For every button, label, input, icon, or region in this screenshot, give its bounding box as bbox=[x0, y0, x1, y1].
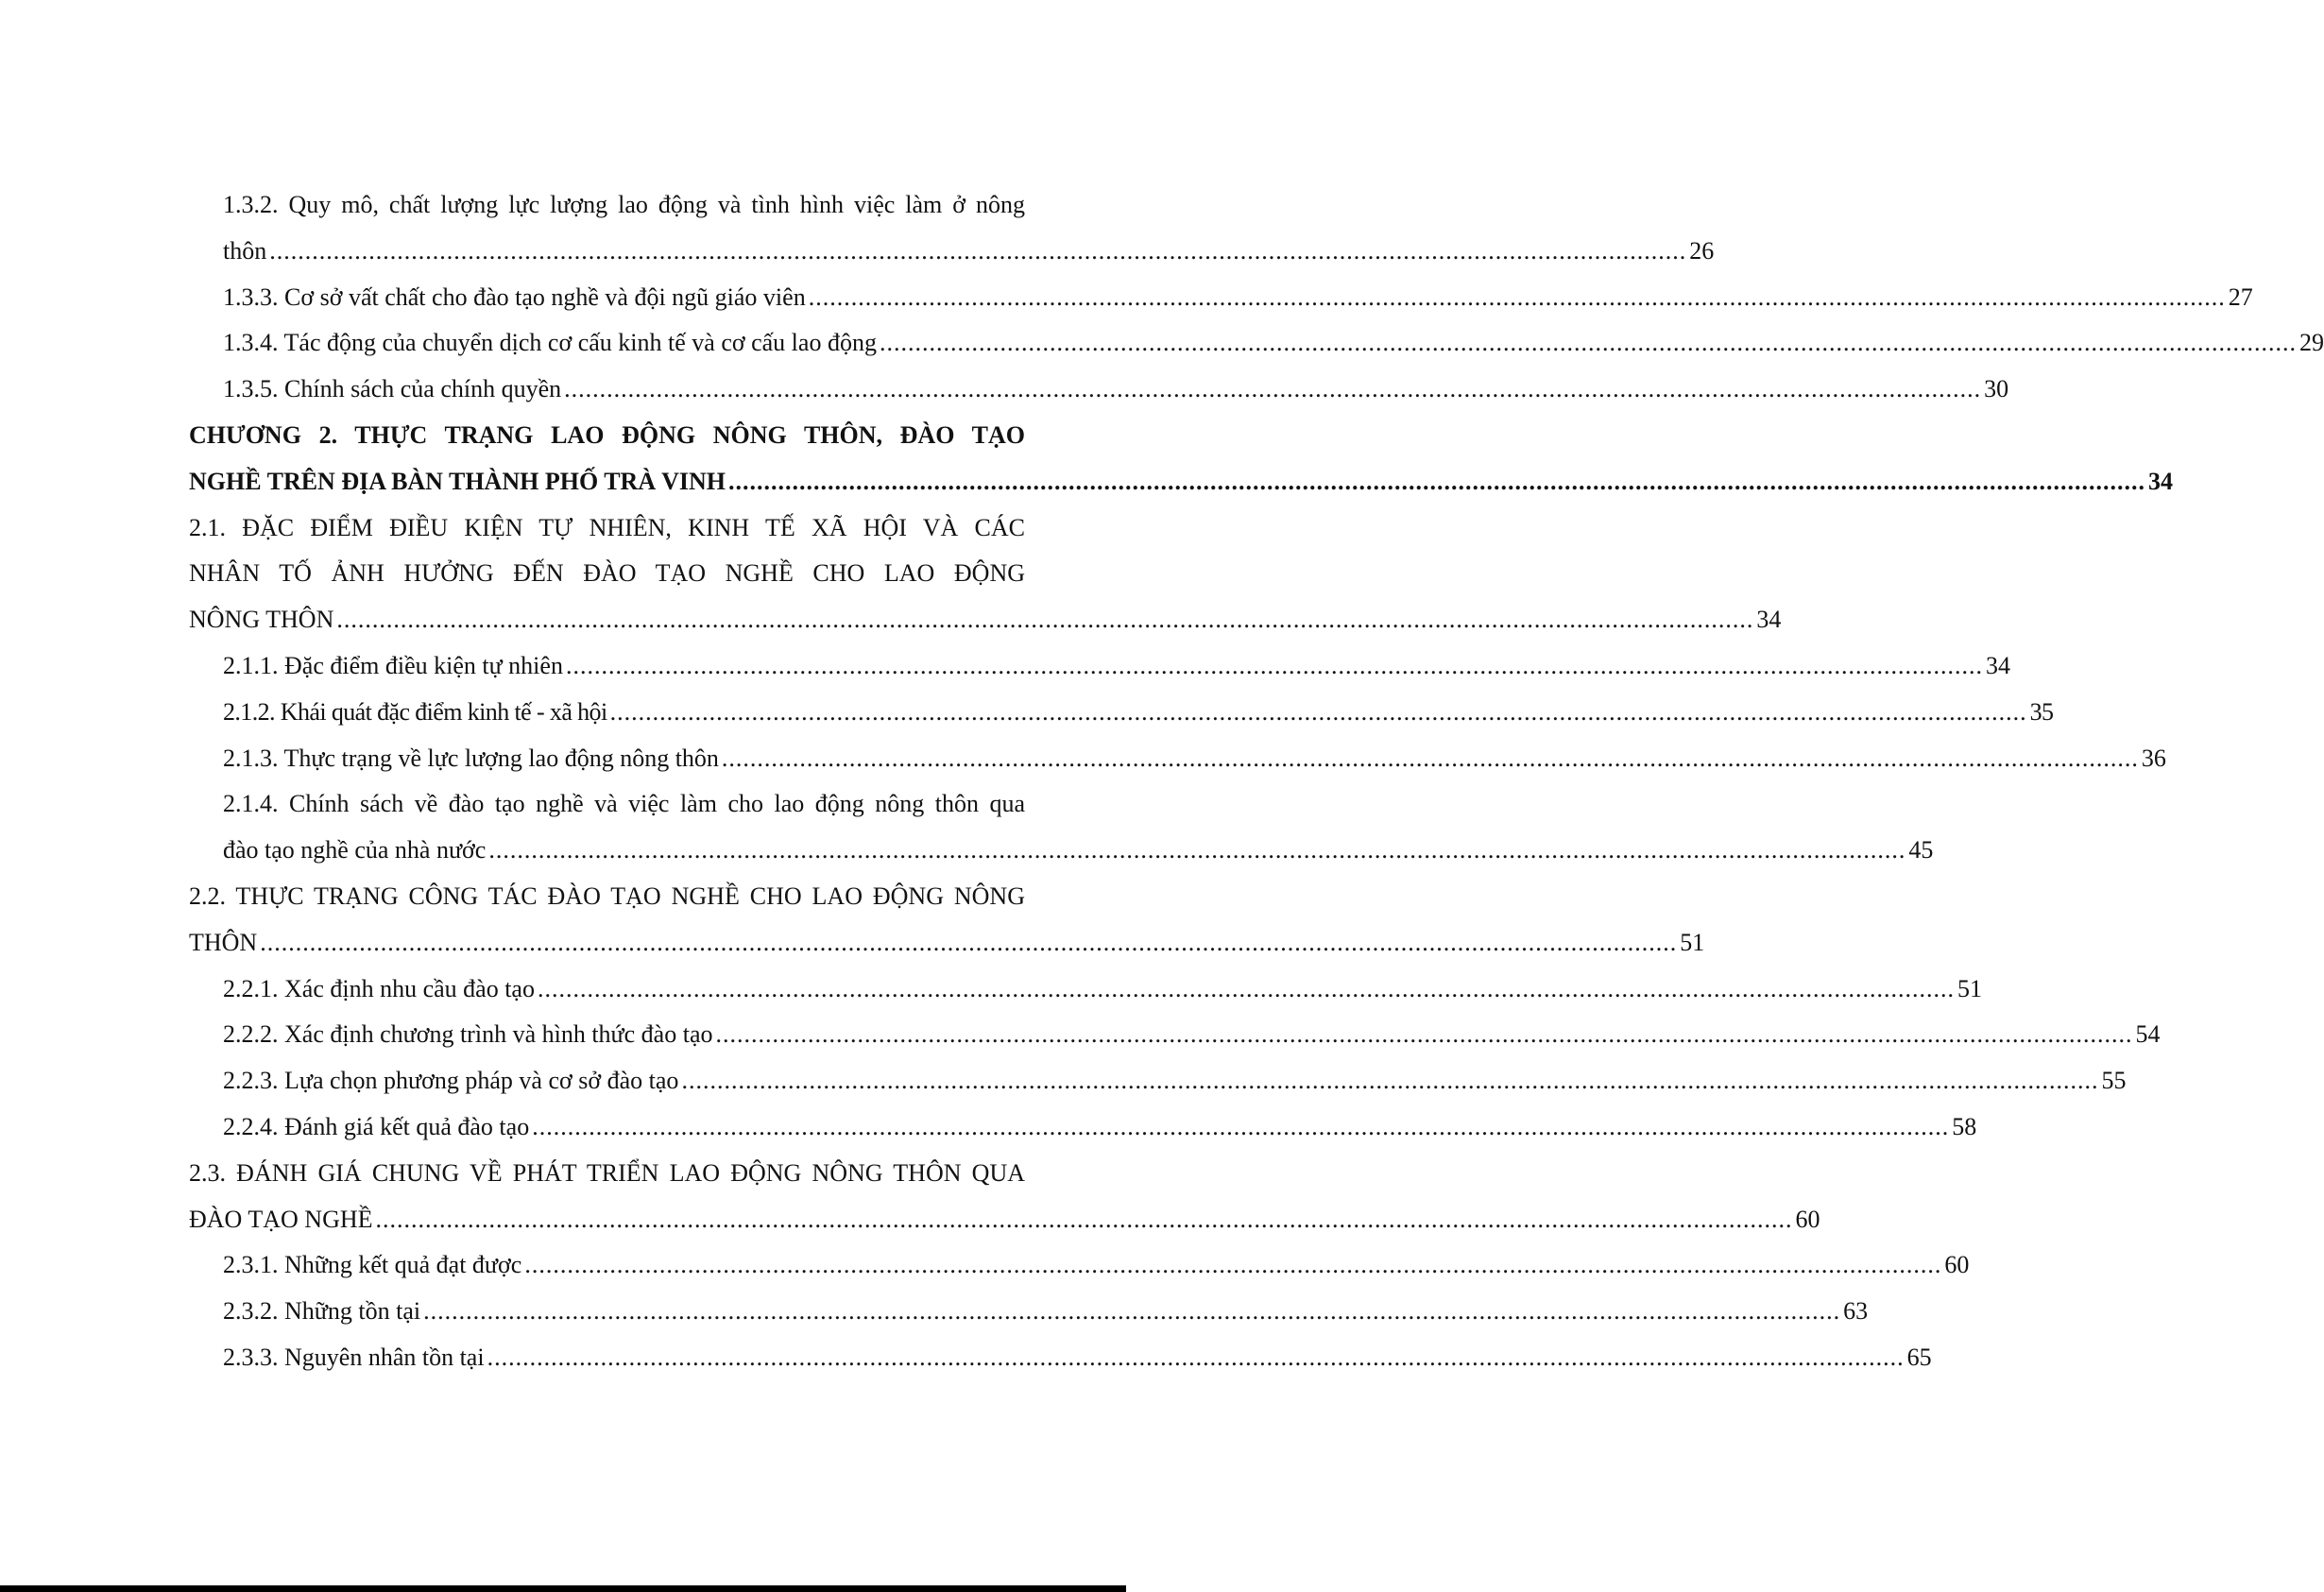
toc-entry-1-3-5[interactable] bbox=[189, 367, 2009, 413]
toc-entry-2-2-2[interactable] bbox=[189, 1012, 2161, 1058]
toc-page-number: 55 bbox=[2101, 1067, 2127, 1095]
toc-entry-1-3-3[interactable] bbox=[189, 275, 2253, 321]
toc-entry-text: đào tạo nghề của nhà nước bbox=[223, 836, 487, 864]
toc-page-number: 30 bbox=[1984, 375, 2009, 403]
toc-page-number: 45 bbox=[1908, 836, 1934, 864]
dot-leader: ........................................................................................................................................................................................................ bbox=[532, 1112, 1950, 1140]
dot-leader: ........................................................................................................................................................................................................ bbox=[565, 651, 1983, 679]
toc-entry-text: THÔN bbox=[189, 928, 258, 956]
toc-entry-text: 2.2.1. Xác định nhu cầu đào tạo bbox=[223, 974, 535, 1002]
toc-section-2-1-cont[interactable] bbox=[189, 597, 1782, 643]
dot-leader: ........................................................................................................................................................................................................ bbox=[728, 467, 2146, 495]
page-bottom-edge bbox=[0, 1585, 1126, 1592]
toc-entry-text: NGHỀ TRÊN ĐỊA BÀN THÀNH PHỐ TRÀ VINH bbox=[189, 467, 726, 495]
toc-page-number: 51 bbox=[1680, 928, 1705, 956]
dot-leader: ........................................................................................................................................................................................................ bbox=[609, 697, 2027, 726]
dot-leader: ........................................................................................................................................................................................................ bbox=[375, 1205, 1793, 1233]
toc-entry-text: thôn bbox=[223, 236, 267, 265]
toc-page-number: 34 bbox=[1756, 606, 1782, 634]
toc-chapter-2[interactable]: CHƯƠNG 2. THỰC TRẠNG LAO ĐỘNG NÔNG THÔN, ĐÀO TẠO bbox=[189, 420, 1025, 449]
toc-entry-text: 1.3.4. Tác động của chuyển dịch cơ cấu kinh tế và cơ cấu lao động bbox=[223, 329, 877, 357]
toc-entry-text: 2.1.1. Đặc điểm điều kiện tự nhiên bbox=[223, 651, 563, 679]
toc-entry-2-2-1[interactable] bbox=[189, 967, 1982, 1013]
toc-section-2-1[interactable]: 2.1. ĐẶC ĐIỂM ĐIỀU KIỆN TỰ NHIÊN, KINH TẾ XÃ HỘI VÀ CÁC bbox=[189, 513, 1025, 541]
dot-leader: ........................................................................................................................................................................................................ bbox=[537, 974, 1955, 1002]
toc-entry-1-3-2[interactable]: 1.3.2. Quy mô, chất lượng lực lượng lao động và tình hình việc làm ở nông bbox=[223, 191, 1025, 218]
dot-leader: ........................................................................................................................................................................................................ bbox=[721, 744, 2139, 772]
toc-entry-text: 2.1.3. Thực trạng về lực lượng lao động nông thôn bbox=[223, 744, 719, 772]
dot-leader: ........................................................................................................................................................................................................ bbox=[808, 282, 2226, 311]
toc-entry-1-3-2-cont[interactable] bbox=[189, 229, 1715, 275]
toc-entry-text: 2.2.2. Xác định chương trình và hình thức đào tạo bbox=[223, 1020, 713, 1049]
toc-page-number: 65 bbox=[1906, 1343, 1932, 1371]
dot-leader: ........................................................................................................................................................................................................ bbox=[715, 1020, 2133, 1049]
toc-section-2-2-cont[interactable] bbox=[189, 920, 1705, 967]
dot-leader: ........................................................................................................................................................................................................ bbox=[336, 606, 1754, 634]
toc-entry-2-2-3[interactable] bbox=[189, 1058, 2127, 1104]
dot-leader: ........................................................................................................................................................................................................ bbox=[564, 375, 1982, 403]
toc-section-2-3-cont[interactable] bbox=[189, 1197, 1820, 1243]
toc-page-number: 60 bbox=[1944, 1251, 1970, 1279]
dot-leader: ........................................................................................................................................................................................................ bbox=[260, 928, 1678, 956]
toc-entry-2-3-2[interactable] bbox=[189, 1289, 1869, 1335]
toc-chapter-2-cont[interactable] bbox=[189, 459, 2174, 505]
toc-entry-text: 2.2.3. Lựa chọn phương pháp và cơ sở đào tạo bbox=[223, 1067, 679, 1095]
toc-page-number: 63 bbox=[1843, 1297, 1869, 1326]
dot-leader: ........................................................................................................................................................................................................ bbox=[269, 236, 1687, 265]
toc-entry-text: 1.3.3. Cơ sở vất chất cho đào tạo nghề và đội ngũ giáo viên bbox=[223, 282, 806, 311]
toc-entry-2-1-2[interactable] bbox=[189, 690, 2054, 736]
toc-entry-1-3-4[interactable] bbox=[189, 320, 2324, 367]
toc-page-number: 34 bbox=[2148, 467, 2174, 495]
toc-section-2-3[interactable]: 2.3. ĐÁNH GIÁ CHUNG VỀ PHÁT TRIỂN LAO ĐỘNG NÔNG THÔN QUA bbox=[189, 1158, 1025, 1187]
toc-page-number: 51 bbox=[1957, 974, 1982, 1002]
toc-section-2-2[interactable]: 2.2. THỰC TRẠNG CÔNG TÁC ĐÀO TẠO NGHỀ CHO LAO ĐỘNG NÔNG bbox=[189, 882, 1025, 910]
dot-leader: ........................................................................................................................................................................................................ bbox=[524, 1251, 1942, 1279]
dot-leader: ........................................................................................................................................................................................................ bbox=[487, 1343, 1905, 1371]
dot-leader: ........................................................................................................................................................................................................ bbox=[879, 329, 2297, 357]
toc-entry-text: 1.3.5. Chính sách của chính quyền bbox=[223, 375, 562, 403]
toc-entry-text: 2.2.4. Đánh giá kết quả đào tạo bbox=[223, 1112, 530, 1140]
toc-page-number: 26 bbox=[1689, 236, 1715, 265]
toc-entry-text: NÔNG THÔN bbox=[189, 606, 334, 634]
toc-page-number: 34 bbox=[1985, 651, 2010, 679]
toc-entry-text: 2.1.2. Khái quát đặc điểm kinh tế - xã hội bbox=[223, 697, 607, 726]
toc-entry-2-1-3[interactable] bbox=[189, 736, 2166, 782]
toc-entry-2-1-4-cont[interactable] bbox=[189, 828, 1934, 874]
toc-entry-text: ĐÀO TẠO NGHỀ bbox=[189, 1205, 373, 1233]
toc-entry-text: 2.3.3. Nguyên nhân tồn tại bbox=[223, 1343, 485, 1371]
dot-leader: ........................................................................................................................................................................................................ bbox=[423, 1297, 1841, 1326]
toc-page-number: 27 bbox=[2228, 282, 2253, 311]
table-of-contents bbox=[189, 182, 2324, 1381]
toc-entry-text: 2.3.1. Những kết quả đạt được bbox=[223, 1251, 522, 1279]
toc-page-number: 29 bbox=[2298, 329, 2324, 357]
toc-section-2-1-cont[interactable]: NHÂN TỐ ẢNH HƯỞNG ĐẾN ĐÀO TẠO NGHỀ CHO LAO ĐỘNG bbox=[189, 559, 1025, 588]
toc-page-number: 60 bbox=[1795, 1205, 1820, 1233]
toc-page-number: 58 bbox=[1952, 1112, 1977, 1140]
toc-page-number: 35 bbox=[2029, 697, 2054, 726]
toc-page-number: 36 bbox=[2141, 744, 2166, 772]
toc-entry-2-3-3[interactable] bbox=[189, 1335, 1932, 1381]
dot-leader: ........................................................................................................................................................................................................ bbox=[488, 836, 1906, 864]
toc-entry-2-1-1[interactable] bbox=[189, 643, 2010, 690]
toc-entry-2-3-1[interactable] bbox=[189, 1242, 1970, 1289]
toc-entry-2-2-4[interactable] bbox=[189, 1104, 1977, 1151]
toc-entry-text: 2.3.2. Những tồn tại bbox=[223, 1297, 421, 1326]
toc-page-number: 54 bbox=[2135, 1020, 2161, 1049]
toc-entry-2-1-4[interactable]: 2.1.4. Chính sách về đào tạo nghề và việc làm cho lao động nông thôn qua bbox=[223, 790, 1025, 818]
dot-leader: ........................................................................................................................................................................................................ bbox=[681, 1067, 2099, 1095]
